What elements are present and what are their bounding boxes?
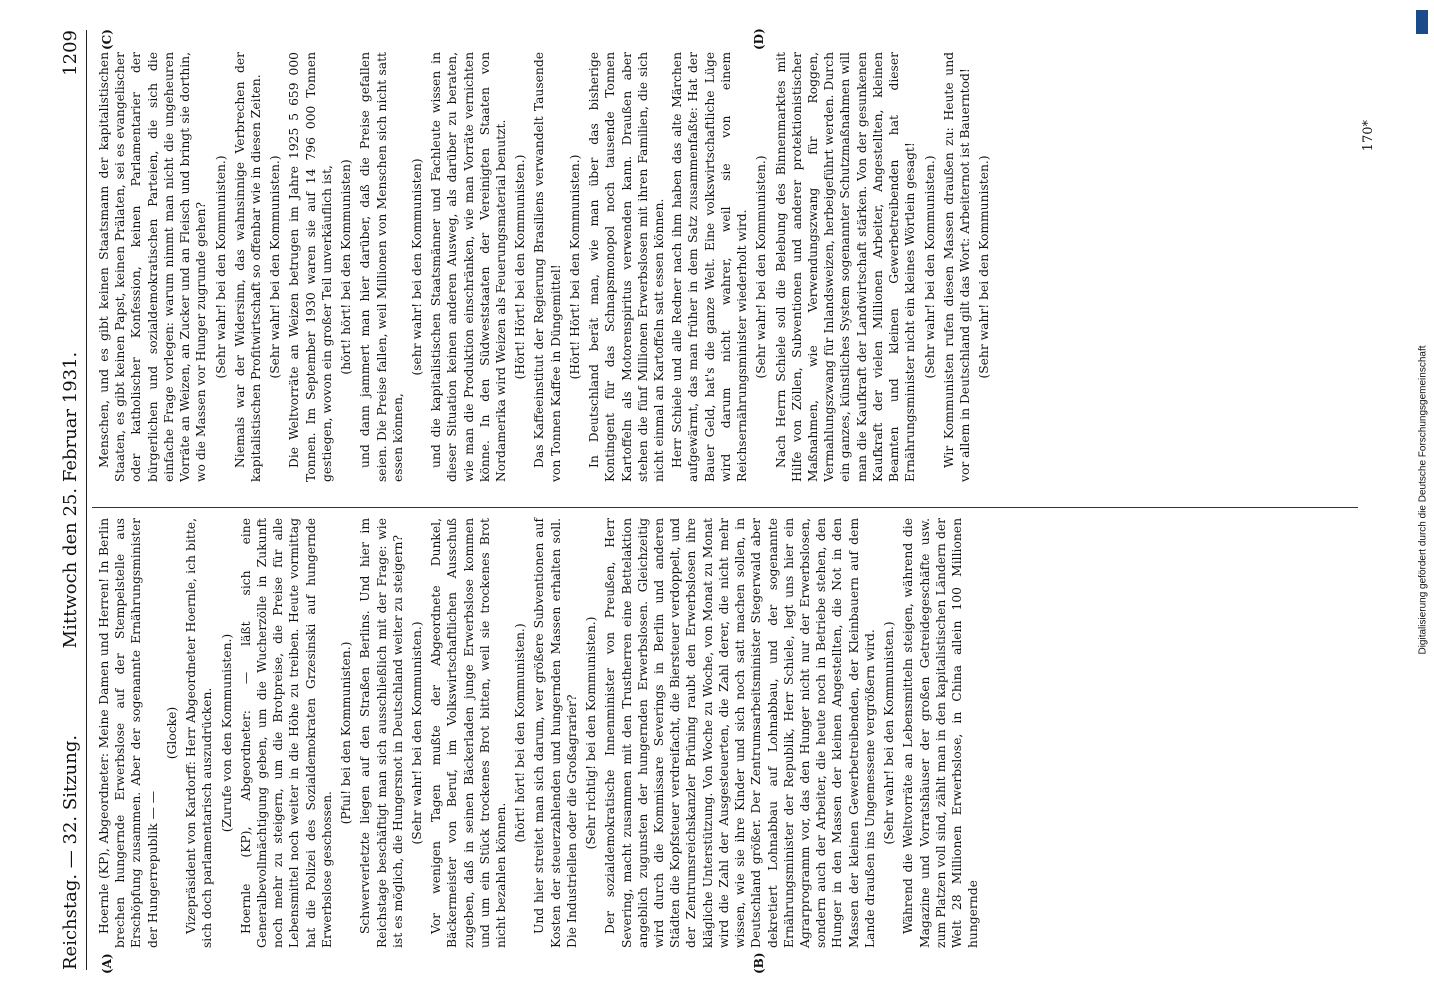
page-header: [56, 30, 87, 970]
side-credit: [1414, 10, 1432, 990]
header-center: Mittwoch den 25. Februar 1931.: [60, 351, 81, 649]
paragraph: Herr Schiele und alle Redner nach ihm haben das alte Märchen aufgewärmt, das man früher in dem Satz zusammenfaßte: Hat der Bauer Geld, hat's die ganze Welt. Eine volkswirtschaftliche Lüge wird darum nicht wahrer, weil sie von einem Reichsernährungsminister wiederholt wird.: [670, 52, 750, 482]
paragraph: und dann jammert man hier darüber, daß die Preise gefallen seien. Die Preise fallen, weil Millionen von Menschen sich nicht satt essen können,: [358, 52, 405, 482]
column-divider: [92, 507, 1358, 508]
page-number: 1209: [60, 30, 81, 76]
paragraph: und die kapitalistischen Staatsmänner und Fachleute wissen in dieser Situation keinen anderen Ausweg, als darüber zu beraten, wie man die Produktion einschränken, wie man Vorräte vernichten könne. In den Südweststaaten der Vereinigten Staaten von Nordamerika wird Weizen als Feuerungsmaterial benutzt.: [429, 52, 509, 482]
interjection: (Sehr wahr! bei den Kommunisten.): [882, 621, 897, 845]
interjection: (Hört! Hört! bei den Kommunisten.): [567, 154, 582, 380]
right-column: [96, 52, 995, 482]
interjection: (Hört! Hört! bei den Kommunisten.): [513, 154, 528, 380]
interjection: (Sehr richtig! bei den Kommunisten.): [584, 616, 599, 850]
paragraph: Das Kaffeeinstitut der Regierung Brasiliens verwandelt Tausende von Tonnen Kaffee in Düngemittel!: [532, 52, 563, 482]
rotated-page: [52, 20, 1382, 980]
margin-mark-a: (A): [100, 953, 114, 974]
paragraph: Hoernle (KP), Abgeordneter: — läßt sich eine Generalbevollmächtigung geben, um die Wucherzölle in Zukunft noch mehr zu steigern, um die Brotpreise, die Preise für alle Lebensmittel noch weiter in die Höhe zu treiben. Heute vormittag hat die Polizei des Sozialdemokraten Grzesinski auf hungernde Erwerbslose geschossen.: [238, 518, 334, 948]
header-left: Reichstag. — 32. Sitzung.: [60, 734, 81, 970]
interjection: (Sehr wahr! bei den Kommunisten.): [268, 155, 283, 379]
interjection: (Pfui! bei den Kommunisten.): [339, 641, 354, 825]
paragraph: Niemals war der Widersinn, das wahnsinnige Verbrechen der kapitalistischen Profitwirtschaft so offenbar wie in diesen Zeiten.: [232, 52, 263, 482]
paragraph: Und hier streitet man sich darum, wer größere Subventionen auf Kosten der steuerzahlenden und hungernden Massen erhalten soll. Die Industriellen oder die Großagrarier?: [532, 518, 579, 948]
paragraph: Die Weltvorräte an Weizen betrugen im Jahre 1925 5 659 000 Tonnen. Im September 1930 waren sie auf 14 796 000 Tonnen gestiegen, wovon ein großer Teil unverkäuflich ist,: [287, 52, 334, 482]
interjection: (hört! hört! bei den Kommunisten): [339, 159, 354, 375]
margin-mark-d: (D): [752, 28, 766, 50]
paragraph: Nach Herrn Schiele soll die Belebung des Binnenmarktes mit Hilfe von Zöllen, Subventionen und anderer protektionistischer Maßnahmen, wie Verwendungszwang für Roggen, Vermahlungszwang für Inlandsweizen, herbeigeführt werden. Durch ein ganzes, künstliches System sogenannter Schutzmaßnahmen will man die Kaufkraft der Landwirtschaft stärken. Von der gesunkenen Kaufkraft der vielen Millionen Arbeiter, Angestellten, kleinen Beamten und kleinen Gewerbetreibenden hat dieser Ernährungsminister nicht ein kleines Wörtlein gesagt!: [773, 52, 918, 482]
dfg-logo: [1416, 10, 1428, 34]
credit-text: Digitalisierung gefördert durch die Deutsche Forschungsgemeinschaft: [1417, 345, 1429, 655]
paragraph: Der sozialdemokratische Innenminister von Preußen, Herr Severing, macht zusammen mit den Trustherren eine Bettelaktion angeblich zugunsten der hungernden Erwerbslosen. Gleichzeitig wird durch die Kommissare Severings in Berlin und anderen Städten die Kopfsteuer verdreifacht, die Biersteuer verdoppelt, und der Zentrumsreichskanzler Brüning raubt den Erwerbslosen ihre klägliche Unterstützung. Von Woche zu Woche, von Monat zu Monat wird die Zahl der Ausgesteuerten, die Zahl derer, die nicht mehr wissen, wie sie ihre Kinder und sich noch satt machen sollen, in Deutschland größer. Der Zentrumsarbeitsminister Stegerwald aber dekretiert Lohnabbau auf Lohnabbau, und der sogenannte Ernährungsminister der Republik, Herr Schiele, legt uns hier ein Agrarprogramm vor, das den Hunger nicht nur der Erwerbslosen, sondern auch der Arbeiter, die heute noch in Betriebe stehen, den Hunger in den Massen der kleinen Angestellten, die Not in den Massen der kleinen Gewerbetreibenden, der Kleinbauern auf dem Lande draußen ins Ungemessene vergrößern wird.: [603, 518, 877, 948]
paragraph: Menschen, und es gibt keinen Staatsmann der kapitalistischen Staaten, es gibt keinen Papst, keinen Prälaten, sei es evangelischer oder katholischer Konfession, keinen Parlamentarier der bürgerlichen und sozialdemokratischen Parteien, die sich die einfache Frage vorlegen: warum nimmt man nicht die ungeheuren Vorräte an Weizen, an Zucker und an Fleisch und bringt sie dorthin, wo die Massen vor Hunger zugrunde gehen?: [97, 52, 209, 482]
margin-mark-b: (B): [752, 952, 766, 974]
signature-mark: 170*: [1361, 120, 1376, 152]
paragraph: Schwerverletzte liegen auf den Straßen Berlins. Und hier im Reichstage beschäftigt man sich ausschließlich mit der Frage: wie ist es möglich, die Hungersnot in Deutschland weiter zu steigern?: [358, 518, 405, 948]
paragraph: Vizepräsident von Kardorff: Herr Abgeordneter Hoernle, ich bitte, sich doch parlamentarisch auszudrücken.: [184, 518, 215, 948]
left-column: [96, 518, 983, 948]
margin-mark-c: (C): [100, 29, 114, 50]
interjection: (Sehr wahr! bei den Kommunisten.): [409, 621, 424, 845]
interjection: (sehr wahr! bei den Kommunisten): [409, 158, 424, 376]
paragraph: Wir Kommunisten rufen diesen Massen draußen zu: Heute und vor allem in Deutschland gilt das Wort: Arbeiternot ist Bauerntod!: [941, 52, 972, 482]
interjection: (Sehr wahr! bei den Kommunisten.): [213, 155, 228, 379]
paragraph: Während die Weltvorräte an Lebensmitteln steigen, während die Magazine und Vorratshäuser der großen Getreidegeschäfte usw. zum Platzen voll sind, zählt man in den kapitalistischen Ländern der Welt 28 Millionen Erwerbslose, in China allein 100 Millionen hungernde: [901, 518, 981, 948]
interjection: (Sehr wahr! bei den Kommunisten.): [754, 155, 769, 379]
interjection: (Sehr wahr! bei den Kommunisten.): [977, 155, 992, 379]
interjection: (Glocke): [164, 706, 179, 760]
interjection: (hört! hört! bei den Kommunisten.): [513, 623, 528, 843]
interjection: (Sehr wahr! bei den Kommunisten.): [922, 155, 937, 379]
paragraph: In Deutschland berät man, wie man über das bisherige Kontingent für das Schnapsmonopol noch tausende Tonnen Kartoffeln als Motorenspiritus verwenden kann. Draußen aber stehen die fünf Millionen Erwerbslosen mit ihren Familien, die sich nicht einmal an Kartoffeln satt essen können.: [587, 52, 666, 482]
paragraph: Vor wenigen Tagen mußte der Abgeordnete Dunkel, Bäckermeister von Beruf, im Volkswirtschaftlichen Ausschuß zugeben, daß in seinen Bäckerladen junge Erwerbslose kommen und um ein Stück trockenes Brot bitten, weil sie trockenes Brot nicht bezahlen können.: [429, 518, 509, 948]
paragraph: Hoernle (KP), Abgeordneter: Meine Damen und Herren! In Berlin brechen hungernde Erwerbslose auf der Stempelstelle aus Erschöpfung zusammen. Aber der sogenannte Ernährungsminister der Hungerrepublik — —: [97, 518, 160, 948]
interjection: (Zurufe von den Kommunisten.): [219, 633, 234, 833]
